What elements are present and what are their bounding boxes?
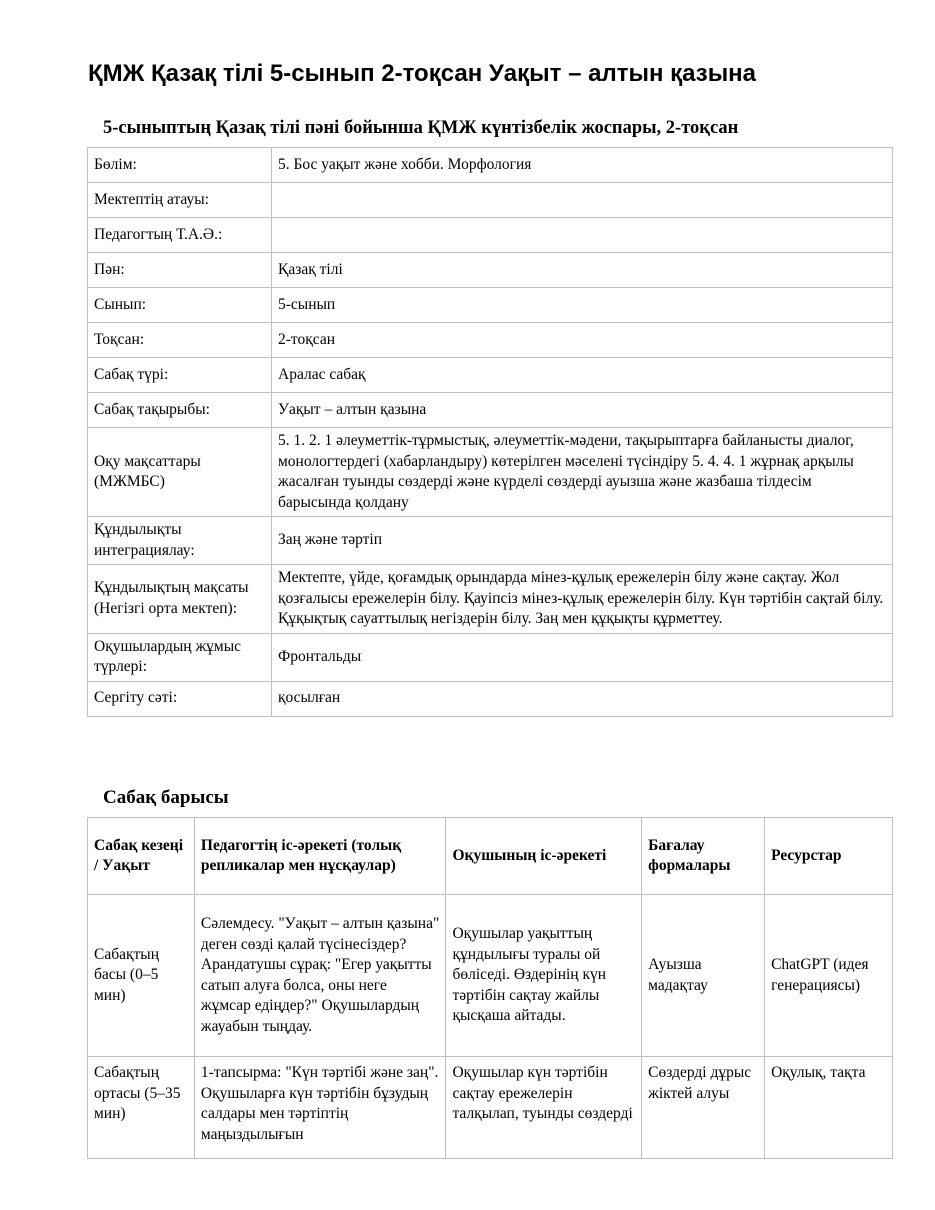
info-key: Сынып: [88,288,272,323]
table-row [88,1057,893,1159]
info-key: Сабақ түрі: [88,358,272,393]
table-row [88,517,893,565]
info-value: Аралас сабақ [272,358,893,393]
table-header-row [88,818,893,895]
info-value [272,218,893,253]
student-activity-cell: Оқушылар уақыттың құндылығы туралы ой бөліседі. Өздерінің күн тәртібін сақтау жайлы қысқаша айтады. [446,895,642,1057]
table-row [88,148,893,183]
info-value: 5. Бос уақыт және хобби. Морфология [272,148,893,183]
info-value: Уақыт – алтын қазына [272,393,893,428]
table-row [88,428,893,517]
table-row [88,358,893,393]
stage-cell: Сабақтың басы (0–5 мин) [88,895,195,1057]
column-header-resources: Ресурстар [765,818,893,895]
table-row [88,323,893,358]
resources-cell: Оқулық, тақта [765,1057,893,1159]
info-value: 2-тоқсан [272,323,893,358]
table-row [88,393,893,428]
resources-cell: ChatGPT (идея генерациясы) [765,895,893,1057]
column-header-teacher-activity: Педагогтің іс-әрекеті (толық репликалар мен нұсқаулар) [194,818,446,895]
info-key: Сергіту сәті: [88,681,272,716]
column-header-student-activity: Оқушының іс-әрекеті [446,818,642,895]
info-value: Мектепте, үйде, қоғамдық орындарда мінез-құлық ережелерін білу және сақтау. Жол қозғалысы ережелерін білу. Қауіпсіз мінез-құлық ережелерін білу. Күн тәртібін сақтай білу. Құқықтық сауаттылық негіздерін білу. Заң мен құқықты құрметтеу. [272,565,893,634]
info-value: 5. 1. 2. 1 әлеуметтік-тұрмыстық, әлеуметтік-мәдени, тақырыптарға байланысты диалог, монологтердегі (хабарландыру) көтерілген мәселені түсіндіру 5. 4. 4. 1 жұрнақ арқылы жасалған туынды сөздерді және күрделі сөздерді ауызша және жазбаша тілдесім барысында қолдану [272,428,893,517]
info-value: Қазақ тілі [272,253,893,288]
column-header-assessment: Бағалау формалары [642,818,765,895]
table-row [88,633,893,681]
info-value: Заң және тәртіп [272,517,893,565]
info-key: Тоқсан: [88,323,272,358]
assessment-cell: Сөздерді дұрыс жіктей алуы [642,1057,765,1159]
info-key: Сабақ тақырыбы: [88,393,272,428]
info-key: Оқу мақсаттары (МЖМБС) [88,428,272,517]
table-row [88,218,893,253]
table-row [88,565,893,634]
info-key: Құндылықтың мақсаты (Негізгі орта мектеп): [88,565,272,634]
info-value [272,183,893,218]
table-row [88,183,893,218]
info-key: Педагогтың Т.А.Ә.: [88,218,272,253]
table-row [88,253,893,288]
table-row [88,681,893,716]
info-key: Құндылықты интеграциялау: [88,517,272,565]
page-title: ҚМЖ Қазақ тілі 5-сынып 2-тоқсан Уақыт – алтын қазына [88,60,757,87]
table-row [88,288,893,323]
lesson-flow-table [87,817,893,1159]
info-key: Бөлім: [88,148,272,183]
info-value: қосылған [272,681,893,716]
column-header-stage: Сабақ кезеңі / Уақыт [88,818,195,895]
info-value: 5-сынып [272,288,893,323]
info-key: Пән: [88,253,272,288]
student-activity-cell: Оқушылар күн тәртібін сақтау ережелерін талқылап, туынды сөздерді [446,1057,642,1159]
info-value: Фронтальды [272,633,893,681]
teacher-activity-cell: Сәлемдесу. "Уақыт – алтын қазына" деген сөзді қалай түсінесіздер? Арандатушы сұрақ: "Егер уақытты сатып алуға болса, оны неге жұмсар едіңдер?" Оқушылардың жауабын тыңдау. [194,895,446,1057]
stage-cell: Сабақтың ортасы (5–35 мин) [88,1057,195,1159]
info-key: Оқушылардың жұмыс түрлері: [88,633,272,681]
plan-subtitle: 5-сыныптың Қазақ тілі пәні бойынша ҚМЖ күнтізбелік жоспары, 2-тоқсан [103,118,739,138]
assessment-cell: Ауызша мадақтау [642,895,765,1057]
lesson-info-table [87,147,893,717]
info-key: Мектептің атауы: [88,183,272,218]
lesson-flow-heading: Сабақ барысы [103,787,229,808]
table-row [88,895,893,1057]
teacher-activity-cell: 1-тапсырма: "Күн тәртібі және заң". Оқушыларға күн тәртібін бұзудың салдары мен тәртіптің маңыздылығын [194,1057,446,1159]
